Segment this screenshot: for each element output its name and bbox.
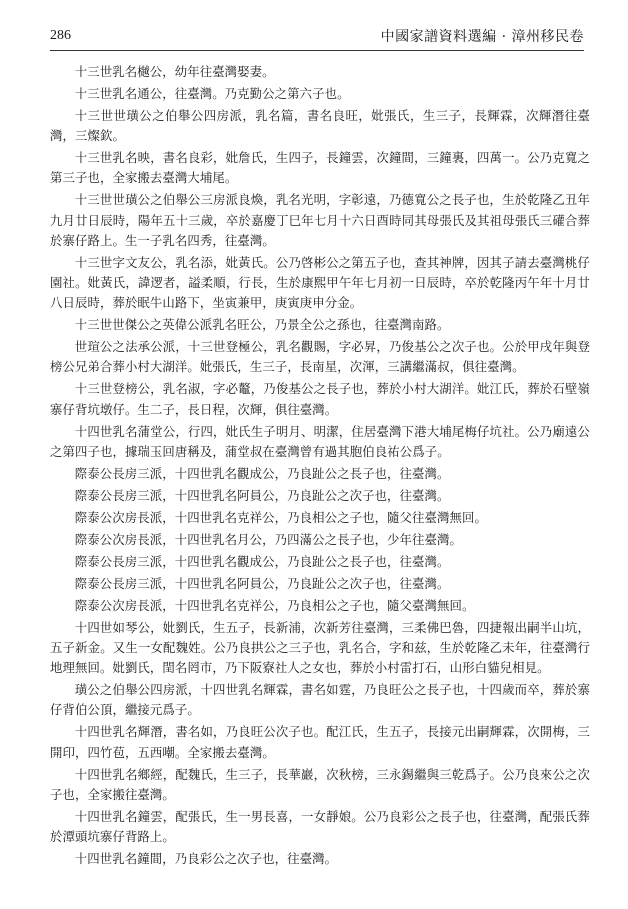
body-text	[50, 62, 590, 871]
paragraph: 十四世如琴公，妣劉氏，生五子，長新浦，次新芳往臺灣，三柔佛巴魯，四捷報出嗣半山坑，五子新金。又生一女配魏姓。公乃良拱公之三子也，乳名合，字和兹，生於乾隆乙未年，往臺灣行地理無回。妣劉氏，閏名罔市，乃下阪寮社人之女也，葬於小村雷打石，山形白貓兒相見。	[50, 619, 590, 676]
page-number: 286	[50, 28, 71, 43]
paragraph: 十四世乳名輝潛，書名如，乃良旺公次子也。配江氏，生五子，長接元出嗣輝霖，次開梅，三開印，四竹苞，五西嘲。全家搬去臺灣。	[50, 724, 590, 760]
running-title: 中國家譜資料選編 · 漳州移民卷	[380, 29, 584, 45]
paragraph: 十三世乳名映，書名良彩，妣詹氏，生四子，長鐘雲，次鐘間，三鐘裏，四萬一。公乃克寬之第三子也，全家搬去臺灣大埔尾。	[50, 150, 590, 186]
paragraph: 十三世世璜公之伯舉公三房派良煥，乳名光明，字彰遠，乃德寬公之長子也，生於乾隆乙丑年九月廿日辰時，陽年五十三歲，卒於嘉慶丁巳年七月十六日酉時同其母張氏及其祖母張氏三礶合葬於寨仔路上。生一子乳名四秀，往臺灣。	[50, 192, 590, 248]
paragraph: 際泰公長房三派，十四世乳名阿員公，乃良趾公之次子也，往臺灣。	[74, 487, 450, 503]
paragraph: 十三世乳名通公，往臺灣。乃克勤公之第六子也。	[74, 86, 350, 101]
paragraph: 際泰公次房長派，十四世乳名克祥公，乃良相公之子也，隨父往臺灣無回。	[74, 509, 487, 525]
paragraph: 際泰公長房三派，十四世乳名阿員公，乃良趾公之次子也，往臺灣。	[74, 575, 450, 591]
paragraph: 十三世世傑公之英偉公派乳名旺公，乃景全公之孫也，往臺灣南路。	[74, 317, 450, 333]
paragraph: 十四世乳名鐘雲，配張氏，生一男長喜，一女靜娘。公乃良彩公之長子也，往臺灣，配張氏葬於潭頭坑寨仔背路上。	[50, 808, 590, 845]
paragraph: 十三世登榜公，乳名淑，字必鼇，乃俊基公之長子也，葬於小村大湖洋。妣江氏，葬於石壁嶺寨仔背坑墩仔。生二子，長日程，次輝，俱往臺灣。	[50, 381, 590, 417]
page-header	[50, 24, 584, 51]
paragraph: 十四世乳名鐘間，乃良彩公之次子也，往臺灣。	[74, 851, 338, 867]
paragraph: 世瑄公之法承公派，十三世登極公，乳名觀賜，字必昇，乃俊基公之次子也。公於甲戌年與登榜公兄弟合葬小村大湖洋。妣張氏，生三子，長南星，次渾，三講繼滿叔，俱往臺灣。	[50, 339, 590, 375]
paragraph: 十四世乳名蒲堂公，行四，妣氏生子明月、明潔，住居臺灣下港大埔尾梅仔坑社。公乃廟遠公之第四子也，據瑞玉回唐稱及，蒲堂叔在臺灣曾有過其胞伯良祐公爲子。	[50, 423, 590, 459]
paragraph: 十三世世璜公之伯舉公四房派，乳名篇，書名良旺，妣張氏，生三子，長輝霖，次輝潛往臺灣，三燦欽。	[50, 108, 590, 144]
paragraph: 際泰公長房三派，十四世乳名觀成公，乃良趾公之長子也，往臺灣。	[74, 465, 450, 481]
paragraph: 際泰公次房長派，十四世乳名克祥公，乃良相公之子也，隨父臺灣無回。	[74, 597, 475, 613]
paragraph: 十四世乳名鄉經，配魏氏，生三子，長華巖，次秋榜，三永錫繼與三乾爲子。公乃良來公之次子也，全家搬往臺灣。	[50, 766, 590, 802]
paragraph: 際泰公長房三派，十四世乳名觀成公，乃良趾公之長子也，往臺灣。	[74, 553, 450, 569]
paragraph: 十三世乳名樾公，幼年往臺灣娶妻。	[74, 64, 275, 79]
paragraph: 璜公之伯舉公四房派，十四世乳名輝霖，書名如霆，乃良旺公之長子也，十四歲而卒，葬於寨仔背伯公頂，繼接元爲子。	[50, 682, 590, 718]
paragraph: 際泰公次房長派，十四世乳名月公，乃四滿公之長子也，少年往臺灣。	[74, 531, 463, 547]
paragraph: 十三世字文友公，乳名添，妣黃氏。公乃啓彬公之第五子也，查其神牌，因其子請去臺灣桃仔園社。妣黃氏，諱逻者，謚柔順，行長，生於康熙甲午年七月初一日辰時，卒於乾隆丙午年十月廿八日辰時，葬於眠牛山路下，坐寅兼甲，庚寅庚申分金。	[50, 254, 590, 311]
